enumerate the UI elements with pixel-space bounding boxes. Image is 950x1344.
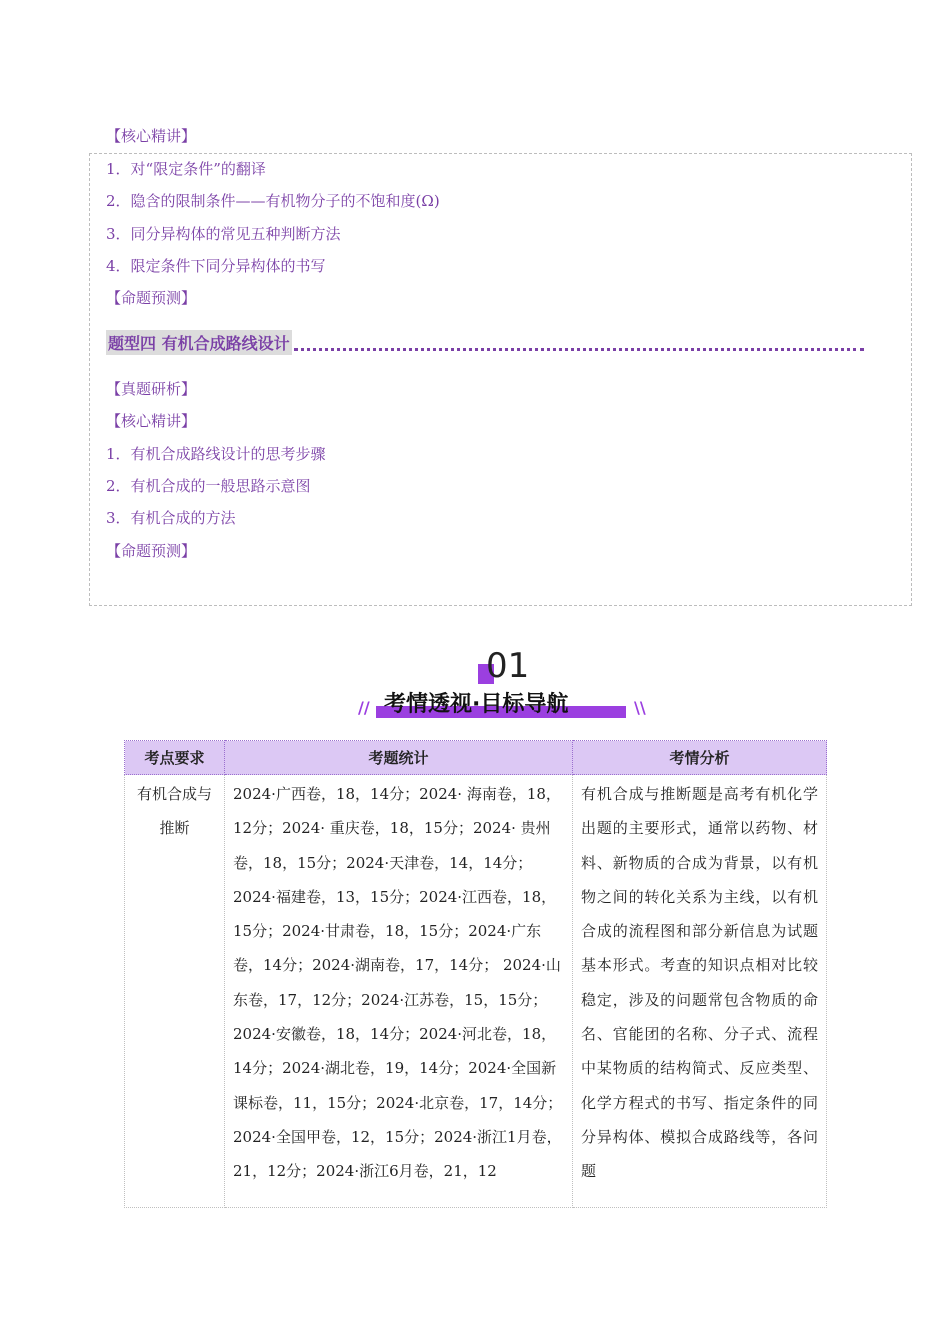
toc-heading-title[interactable]: 题型四 有机合成路线设计 <box>106 330 292 355</box>
slash-left-decoration: // <box>358 698 370 717</box>
section-number-text: 01 <box>486 646 530 686</box>
header-analysis: 考情分析 <box>573 741 827 775</box>
cell-requirement: 有机合成与推断 <box>125 775 225 1208</box>
section-title-text: 考情透视·目标导航 <box>384 692 569 717</box>
toc-item[interactable]: 2．隐含的限制条件——有机物分子的不饱和度(Ω) <box>106 192 440 210</box>
toc-item[interactable]: 3．同分异构体的常见五种判断方法 <box>106 225 341 243</box>
toc-prediction-label: 【命题预测】 <box>106 542 197 560</box>
table-row <box>125 775 827 1208</box>
toc-item[interactable]: 4．限定条件下同分异构体的书写 <box>106 257 326 275</box>
toc-exam-analysis-label: 【真题研析】 <box>106 380 197 398</box>
toc-item[interactable]: 2．有机合成的一般思路示意图 <box>106 477 311 495</box>
toc-core-lecture-label: 【核心精讲】 <box>106 127 197 145</box>
section-number <box>470 646 550 686</box>
toc-item[interactable]: 3．有机合成的方法 <box>106 509 236 527</box>
header-requirement: 考点要求 <box>125 741 225 775</box>
slash-right-decoration: \\ <box>634 698 646 717</box>
section-title <box>358 688 648 724</box>
cell-analysis: 有机合成与推断题是高考有机化学出题的主要形式，通常以药物、材料、新物质的合成为背景，以有机物之间的转化关系为主线，以有机合成的流程图和部分新信息为试题基本形式。考查的知识点相对比较稳定，涉及的问题常包含物质的命名、官能团的名称、分子式、流程中某物质的结构简式、反应类型、化学方程式的书写、指定条件的同分异构体、模拟合成路线等，各问题 <box>573 775 827 1208</box>
toc-box <box>89 153 912 606</box>
header-statistics: 考题统计 <box>225 741 573 775</box>
toc-prediction-label: 【命题预测】 <box>106 289 197 307</box>
cell-statistics: 2024·广西卷，18，14分；2024· 海南卷，18，12分；2024· 重庆卷，18，15分；2024· 贵州卷，18，15分；2024·天津卷，14，14分；2024·福建卷，13，15分；2024·江西卷，18，15分；2024·甘肃卷，18，15分；2024·广东卷，14分；2024·湖南卷，17，14分； 2024·山东卷，17，12分；2024·江苏卷，15，15分；2024·安徽卷，18，14分；2024·河北卷，18，14分；2024·湖北卷，19，14分；2024·全国新课标卷，11，15分；2024·北京卷，17，14分；2024·全国甲卷，12，15分；2024·浙江1月卷，21，12分；2024·浙江6月卷，21，12 <box>225 775 573 1208</box>
toc-dot-leader <box>294 348 864 351</box>
toc-heading-row[interactable] <box>106 331 864 355</box>
toc-item[interactable]: 1．有机合成路线设计的思考步骤 <box>106 445 326 463</box>
exam-overview-table <box>124 740 827 1208</box>
toc-core-lecture-label: 【核心精讲】 <box>106 412 197 430</box>
table-header-row <box>125 741 827 775</box>
toc-item[interactable]: 1．对“限定条件”的翻译 <box>106 160 266 178</box>
